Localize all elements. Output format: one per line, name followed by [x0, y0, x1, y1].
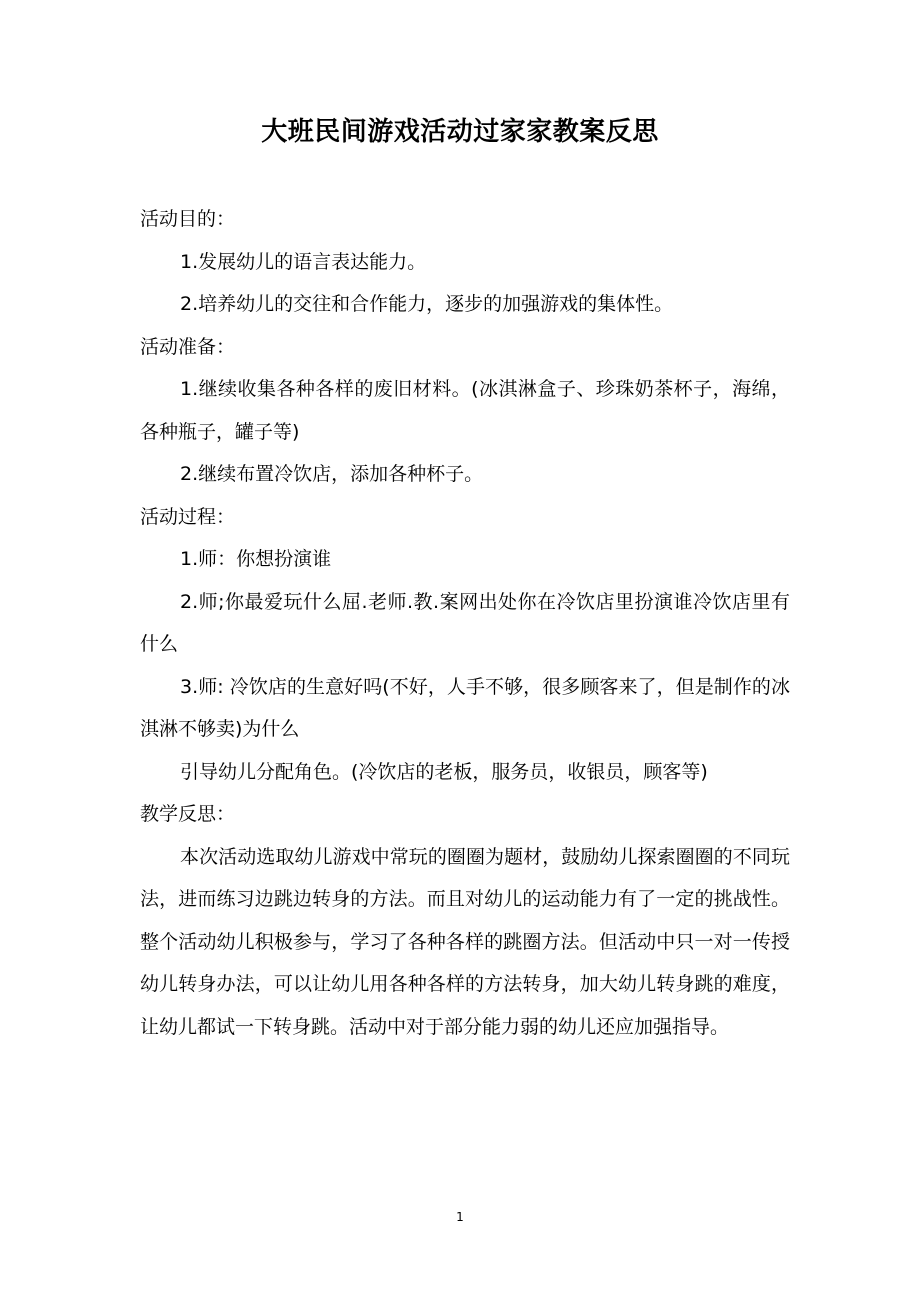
paragraph: 2.继续布置冷饮店，添加各种杯子。	[180, 463, 484, 485]
paragraph: 3.师: 冷饮店的生意好吗(不好，人手不够，很多顾客来了，但是制作的冰淇淋不够卖)为什么	[140, 675, 790, 740]
paragraph: 1.继续收集各种各样的废旧材料。(冰淇淋盒子、珍珠奶茶杯子，海绵，各种瓶子，罐子等)	[140, 378, 790, 443]
section-heading-reflection: 教学反思：	[140, 803, 236, 825]
paragraph: 2.师;你最爱玩什么屈.老师.教.案网出处你在冷饮店里扮演谁冷饮店里有什么	[140, 590, 790, 655]
paragraph: 2.培养幼儿的交往和合作能力，逐步的加强游戏的集体性。	[180, 293, 674, 315]
paragraph: 1.师：你想扮演谁	[180, 548, 332, 570]
document-title: 大班民间游戏活动过家家教案反思	[261, 117, 659, 147]
section-heading-process: 活动过程：	[140, 505, 236, 528]
paragraph: 本次活动选取幼儿游戏中常玩的圈圈为题材，鼓励幼儿探索圈圈的不同玩法，进而练习边跳边转身的方法。而且对幼儿的运动能力有了一定的挑战性。整个活动幼儿积极参与，学习了各种各样的跳圈方法。但活动中只一对一传授幼儿转身办法，可以让幼儿用各种各样的方法转身，加大幼儿转身跳的难度，让幼儿都试一下转身跳。活动中对于部分能力弱的幼儿还应加强指导。	[140, 845, 790, 1038]
section-heading-objectives: 活动目的：	[140, 208, 236, 230]
page-number: 1	[456, 1210, 464, 1224]
section-heading-preparation: 活动准备：	[140, 335, 236, 358]
document-body	[140, 198, 790, 1048]
paragraph: 引导幼儿分配角色。(冷饮店的老板，服务员，收银员，顾客等)	[180, 760, 708, 783]
paragraph: 1.发展幼儿的语言表达能力。	[180, 250, 427, 273]
